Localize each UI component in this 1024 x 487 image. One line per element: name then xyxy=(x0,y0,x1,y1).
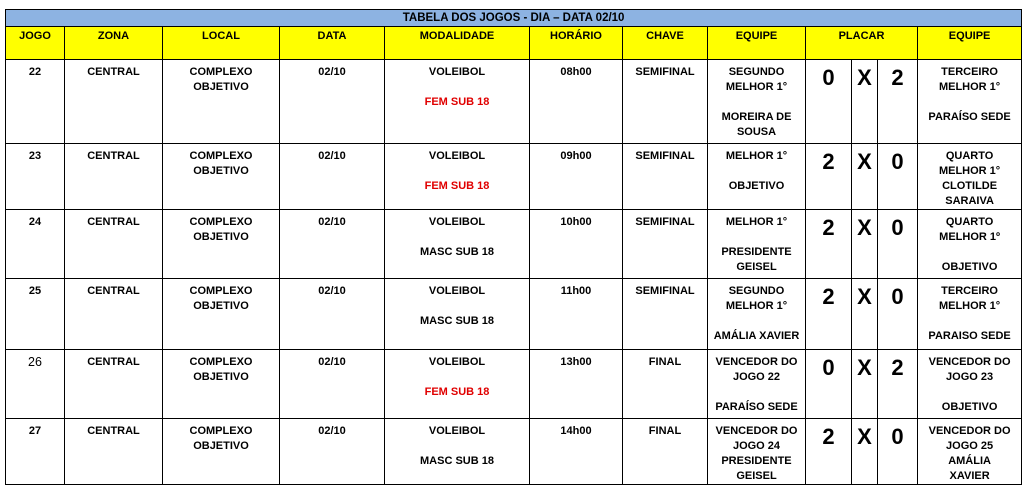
cell-equipe-home xyxy=(708,419,806,485)
game-row xyxy=(6,350,1022,419)
stage-text: FINAL xyxy=(648,356,682,368)
zone-text: CENTRAL xyxy=(87,150,140,162)
away-team-line: JOGO 23 xyxy=(946,371,994,383)
date-text: 02/10 xyxy=(318,66,346,78)
sport-text: VOLEIBOL xyxy=(428,216,486,228)
home-team-line: AMÁLIA XAVIER xyxy=(713,330,800,342)
home-score: 0 xyxy=(822,65,835,90)
category-text: FEM SUB 18 xyxy=(424,96,490,108)
home-team-line: SOUSA xyxy=(736,126,777,138)
header-chave: CHAVE xyxy=(623,27,708,60)
cell-score-home xyxy=(806,350,852,419)
score-separator: X xyxy=(857,65,872,90)
cell-score-away xyxy=(878,60,918,144)
location-line: COMPLEXO xyxy=(189,356,253,368)
home-team-line: PRESIDENTE xyxy=(721,455,792,467)
game-number: 23 xyxy=(28,150,42,162)
date-text: 02/10 xyxy=(318,150,346,162)
time-text: 10h00 xyxy=(560,216,592,228)
score-separator: X xyxy=(857,149,872,174)
cell-jogo xyxy=(6,210,65,279)
away-score: 0 xyxy=(891,284,904,309)
away-team-line: QUARTO xyxy=(945,150,994,162)
cell-score-x xyxy=(852,419,878,485)
zone-text: CENTRAL xyxy=(87,356,140,368)
home-score: 2 xyxy=(822,284,835,309)
location-line: COMPLEXO xyxy=(189,425,253,437)
stage-text: SEMIFINAL xyxy=(635,285,695,297)
header-equipe-away: EQUIPE xyxy=(918,27,1022,60)
cell-equipe-away xyxy=(918,210,1022,279)
cell-chave xyxy=(623,210,708,279)
home-team-line: VENCEDOR DO xyxy=(715,356,798,368)
time-text: 14h00 xyxy=(560,425,592,437)
cell-equipe-home xyxy=(708,60,806,144)
away-team-line: VENCEDOR DO xyxy=(928,425,1011,437)
header-placar: PLACAR xyxy=(806,27,918,60)
zone-text: CENTRAL xyxy=(87,425,140,437)
time-text: 11h00 xyxy=(560,285,592,297)
home-team-line: VENCEDOR DO xyxy=(715,425,798,437)
away-team-line: QUARTO xyxy=(945,216,994,228)
cell-jogo xyxy=(6,419,65,485)
date-text: 02/10 xyxy=(318,356,346,368)
sport-text: VOLEIBOL xyxy=(428,150,486,162)
away-score: 0 xyxy=(891,215,904,240)
away-team-line: JOGO 25 xyxy=(946,440,994,452)
stage-text: SEMIFINAL xyxy=(635,150,695,162)
location-line: OBJETIVO xyxy=(193,440,249,452)
score-separator: X xyxy=(857,284,872,309)
away-team-line: AMÁLIA xyxy=(948,455,991,467)
cell-modalidade xyxy=(385,279,530,350)
cell-score-x xyxy=(852,60,878,144)
cell-data xyxy=(280,60,385,144)
cell-jogo xyxy=(6,60,65,144)
cell-equipe-home xyxy=(708,279,806,350)
cell-zona xyxy=(65,144,163,210)
cell-score-x xyxy=(852,144,878,210)
cell-score-away xyxy=(878,350,918,419)
home-team-line: SEGUNDO xyxy=(728,66,785,78)
cell-data xyxy=(280,210,385,279)
score-separator: X xyxy=(857,355,872,380)
cell-score-home xyxy=(806,419,852,485)
time-text: 09h00 xyxy=(560,150,592,162)
cell-zona xyxy=(65,60,163,144)
cell-equipe-home xyxy=(708,144,806,210)
cell-horario xyxy=(530,210,623,279)
games-table xyxy=(5,9,1022,485)
cell-score-x xyxy=(852,350,878,419)
cell-zona xyxy=(65,210,163,279)
home-team-line: MELHOR 1° xyxy=(725,300,788,312)
zone-text: CENTRAL xyxy=(87,285,140,297)
cell-modalidade xyxy=(385,419,530,485)
cell-equipe-away xyxy=(918,279,1022,350)
game-row xyxy=(6,144,1022,210)
stage-text: SEMIFINAL xyxy=(635,66,695,78)
cell-chave xyxy=(623,144,708,210)
location-line: OBJETIVO xyxy=(193,231,249,243)
cell-zona xyxy=(65,350,163,419)
cell-equipe-home xyxy=(708,350,806,419)
games-table-sheet xyxy=(5,9,1021,485)
location-line: COMPLEXO xyxy=(189,216,253,228)
game-number: 25 xyxy=(28,285,42,297)
away-team-line: SARAIVA xyxy=(945,195,994,207)
cell-zona xyxy=(65,419,163,485)
away-score: 0 xyxy=(891,424,904,449)
location-line: OBJETIVO xyxy=(193,165,249,177)
away-team-line: OBJETIVO xyxy=(941,401,998,413)
cell-modalidade xyxy=(385,144,530,210)
away-team-line: PARAÍSO SEDE xyxy=(928,111,1011,123)
location-line: OBJETIVO xyxy=(193,371,249,383)
category-text: MASC SUB 18 xyxy=(420,315,494,327)
cell-equipe-away xyxy=(918,419,1022,485)
header-local: LOCAL xyxy=(163,27,280,60)
cell-score-away xyxy=(878,144,918,210)
header-data: DATA xyxy=(280,27,385,60)
home-team-line: PARAÍSO SEDE xyxy=(715,401,798,413)
category-text: MASC SUB 18 xyxy=(420,246,494,258)
away-score: 2 xyxy=(891,65,904,90)
game-row xyxy=(6,210,1022,279)
cell-equipe-away xyxy=(918,60,1022,144)
cell-horario xyxy=(530,350,623,419)
game-number: 24 xyxy=(28,216,42,228)
cell-jogo xyxy=(6,279,65,350)
cell-chave xyxy=(623,350,708,419)
away-team-line: TERCEIRO xyxy=(941,66,998,78)
score-separator: X xyxy=(857,424,872,449)
score-separator: X xyxy=(857,215,872,240)
cell-score-home xyxy=(806,144,852,210)
away-score: 0 xyxy=(891,149,904,174)
home-team-line: JOGO 24 xyxy=(732,440,781,452)
sport-text: VOLEIBOL xyxy=(428,356,486,368)
zone-text: CENTRAL xyxy=(87,66,140,78)
sport-text: VOLEIBOL xyxy=(428,285,486,297)
location-line: OBJETIVO xyxy=(193,300,249,312)
header-modalidade: MODALIDADE xyxy=(385,27,530,60)
cell-horario xyxy=(530,144,623,210)
table-title: TABELA DOS JOGOS - DIA – DATA 02/10 xyxy=(6,10,1022,27)
category-text: MASC SUB 18 xyxy=(420,455,494,467)
cell-score-home xyxy=(806,279,852,350)
date-text: 02/10 xyxy=(318,285,346,297)
cell-score-home xyxy=(806,60,852,144)
away-team-line: VENCEDOR DO xyxy=(928,356,1011,368)
home-team-line: MELHOR 1° xyxy=(725,216,788,228)
cell-local xyxy=(163,419,280,485)
game-row xyxy=(6,419,1022,485)
location-line: COMPLEXO xyxy=(189,285,253,297)
home-score: 2 xyxy=(822,424,835,449)
cell-data xyxy=(280,144,385,210)
game-number: 26 xyxy=(28,355,42,369)
home-score: 2 xyxy=(822,215,835,240)
location-line: COMPLEXO xyxy=(189,150,253,162)
cell-horario xyxy=(530,60,623,144)
date-text: 02/10 xyxy=(318,216,346,228)
cell-modalidade xyxy=(385,60,530,144)
game-row xyxy=(6,60,1022,144)
away-team-line: MELHOR 1° xyxy=(938,81,1001,93)
away-team-line: OBJETIVO xyxy=(941,261,998,273)
cell-data xyxy=(280,350,385,419)
location-line: OBJETIVO xyxy=(193,81,249,93)
zone-text: CENTRAL xyxy=(87,216,140,228)
cell-score-away xyxy=(878,419,918,485)
home-team-line: GEISEL xyxy=(736,470,777,482)
sport-text: VOLEIBOL xyxy=(428,66,486,78)
cell-local xyxy=(163,210,280,279)
cell-score-away xyxy=(878,210,918,279)
cell-jogo xyxy=(6,350,65,419)
cell-local xyxy=(163,60,280,144)
home-team-line: OBJETIVO xyxy=(728,180,785,192)
cell-score-x xyxy=(852,279,878,350)
cell-equipe-away xyxy=(918,144,1022,210)
game-number: 22 xyxy=(28,66,42,78)
cell-zona xyxy=(65,279,163,350)
game-row xyxy=(6,279,1022,350)
cell-horario xyxy=(530,419,623,485)
stage-text: SEMIFINAL xyxy=(635,216,695,228)
time-text: 13h00 xyxy=(560,356,592,368)
cell-local xyxy=(163,350,280,419)
home-team-line: MELHOR 1° xyxy=(725,150,788,162)
header-row xyxy=(6,27,1022,60)
away-team-line: MELHOR 1º xyxy=(939,231,1001,243)
cell-horario xyxy=(530,279,623,350)
home-score: 0 xyxy=(822,355,835,380)
cell-score-away xyxy=(878,279,918,350)
date-text: 02/10 xyxy=(318,425,346,437)
home-team-line: MOREIRA DE xyxy=(721,111,792,123)
home-team-line: GEISEL xyxy=(736,261,777,273)
home-team-line: PRESIDENTE xyxy=(721,246,792,258)
sport-text: VOLEIBOL xyxy=(428,425,486,437)
away-team-line: PARAISO SEDE xyxy=(928,330,1011,342)
header-zona: ZONA xyxy=(65,27,163,60)
cell-jogo xyxy=(6,144,65,210)
home-team-line: JOGO 22 xyxy=(732,371,781,383)
cell-data xyxy=(280,279,385,350)
time-text: 08h00 xyxy=(560,66,592,78)
home-team-line: SEGUNDO xyxy=(728,285,785,297)
cell-equipe-home xyxy=(708,210,806,279)
cell-data xyxy=(280,419,385,485)
game-number: 27 xyxy=(28,425,42,437)
category-text: FEM SUB 18 xyxy=(424,180,490,192)
away-team-line: MELHOR 1° xyxy=(938,300,1001,312)
cell-chave xyxy=(623,419,708,485)
away-team-line: TERCEIRO xyxy=(941,285,998,297)
away-team-line: XAVIER xyxy=(949,470,990,482)
cell-chave xyxy=(623,60,708,144)
header-horario: HORÁRIO xyxy=(530,27,623,60)
location-line: COMPLEXO xyxy=(189,66,253,78)
cell-modalidade xyxy=(385,210,530,279)
home-team-line: MELHOR 1° xyxy=(725,81,788,93)
cell-local xyxy=(163,144,280,210)
away-team-line: MELHOR 1° xyxy=(938,165,1001,177)
away-score: 2 xyxy=(891,355,904,380)
cell-local xyxy=(163,279,280,350)
cell-equipe-away xyxy=(918,350,1022,419)
cell-score-home xyxy=(806,210,852,279)
home-score: 2 xyxy=(822,149,835,174)
header-jogo: JOGO xyxy=(6,27,65,60)
away-team-line: CLOTILDE xyxy=(942,180,998,192)
category-text: FEM SUB 18 xyxy=(424,386,490,398)
cell-modalidade xyxy=(385,350,530,419)
cell-score-x xyxy=(852,210,878,279)
cell-chave xyxy=(623,279,708,350)
header-equipe-home: EQUIPE xyxy=(708,27,806,60)
stage-text: FINAL xyxy=(648,425,682,437)
